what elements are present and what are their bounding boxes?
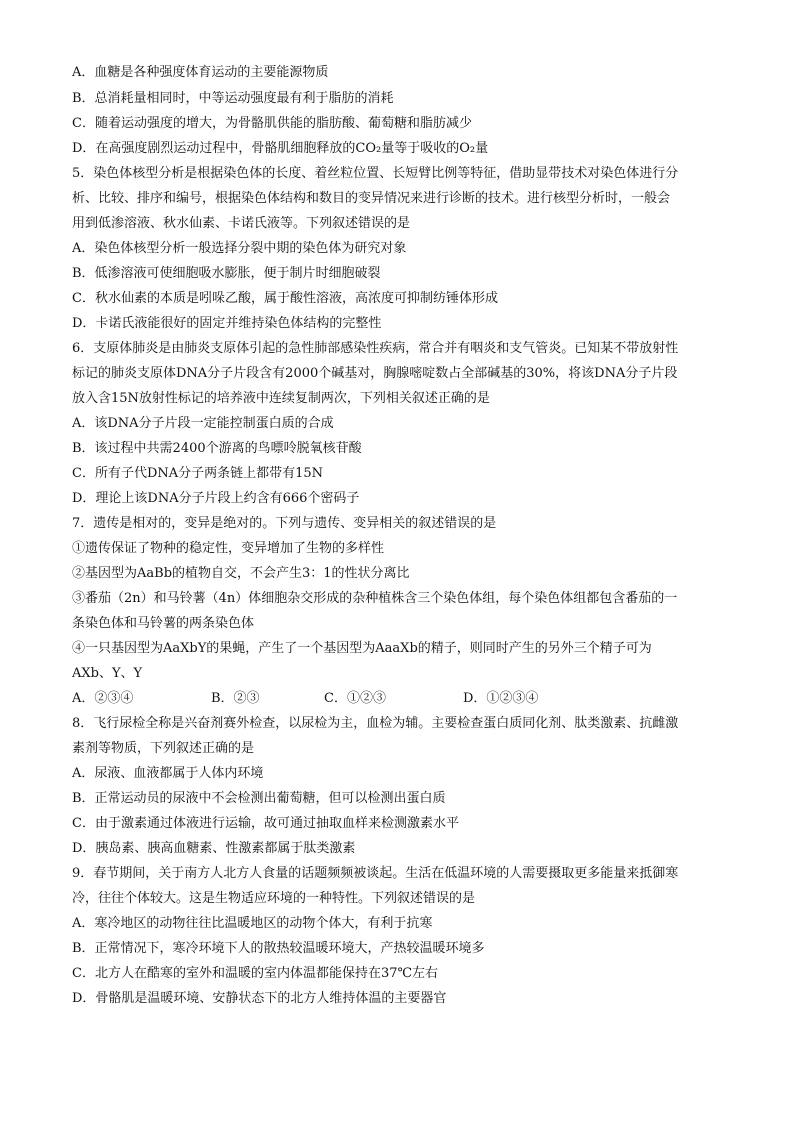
q5-stem-line-1: 5．染色体核型分析是根据染色体的长度、着丝粒位置、长短臂比例等特征，借助显带技术对染色体进行分 xyxy=(72,166,679,181)
q5-option-a: A．染色体核型分析一般选择分裂中期的染色体为研究对象 xyxy=(72,241,407,256)
q6-stem-line-2: 标记的肺炎支原体DNA分子片段含有2000个碱基对，胸腺嘧啶数占全部碱基的30%，将该DNA分子片段 xyxy=(72,366,678,381)
q5-option-b: B．低渗溶液可使细胞吸水膨胀，便于制片时细胞破裂 xyxy=(72,266,381,281)
q7-statement-3-line-1: ③番茄（2n）和马铃薯（4n）体细胞杂交形成的杂种植株含三个染色体组，每个染色体组都包含番茄的一 xyxy=(72,591,678,606)
q7-statement-4-line-2: AXb、Y、Y xyxy=(72,666,143,681)
q5-option-d: D．卡诺氏液能很好的固定并维持染色体结构的完整性 xyxy=(72,316,382,331)
q7-options-row xyxy=(72,686,727,711)
q9-option-a: A．寒冷地区的动物往往比温暖地区的动物个体大，有利于抗寒 xyxy=(72,916,433,931)
q6-stem-line-3: 放入含15N放射性标记的培养液中连续复制两次，下列相关叙述正确的是 xyxy=(72,391,490,406)
q9-option-d: D．骨骼肌是温暖环境、安静状态下的北方人维持体温的主要器官 xyxy=(72,991,447,1006)
q6-option-c: C．所有子代DNA分子两条链上都带有15N xyxy=(72,466,324,481)
q8-option-d: D．胰岛素、胰高血糖素、性激素都属于肽类激素 xyxy=(72,841,356,856)
q9-option-c: C．北方人在酷寒的室外和温暖的室内体温都能保持在37℃左右 xyxy=(72,966,439,981)
q4-option-b: B．总消耗量相同时，中等运动强度最有利于脂肪的消耗 xyxy=(72,91,394,106)
q9-stem-line-1: 9．春节期间，关于南方人北方人食量的话题频频被谈起。生活在低温环境的人需要摄取更多能量来抵御寒 xyxy=(72,866,679,881)
q6-option-b: B．该过程中共需2400个游离的鸟嘌呤脱氧核苷酸 xyxy=(72,441,362,456)
q7-option-b: B．②③ xyxy=(211,691,260,706)
q7-stem: 7．遗传是相对的，变异是绝对的。下列与遗传、变异相关的叙述错误的是 xyxy=(72,516,497,531)
q7-statement-1: ①遗传保证了物种的稳定性，变异增加了生物的多样性 xyxy=(72,541,385,556)
q7-option-d: D．①②③④ xyxy=(463,691,539,706)
q4-option-d: D．在高强度剧烈运动过程中，骨骼肌细胞释放的CO₂量等于吸收的O₂量 xyxy=(72,141,489,156)
q5-stem-line-3: 用到低渗溶液、秋水仙素、卡诺氏液等。下列叙述错误的是 xyxy=(72,216,411,231)
q8-stem-line-1: 8．飞行尿检全称是兴奋剂赛外检查，以尿检为主，血检为辅。主要检查蛋白质同化剂、肽类激素、抗雌激 xyxy=(72,716,679,731)
q6-option-d: D．理论上该DNA分子片段上约含有666个密码子 xyxy=(72,491,360,506)
q8-option-a: A．尿液、血液都属于人体内环境 xyxy=(72,766,264,781)
q5-option-c: C．秋水仙素的本质是吲哚乙酸，属于酸性溶液，高浓度可抑制纺锤体形成 xyxy=(72,291,498,306)
q9-option-b: B．正常情况下，寒冷环境下人的散热较温暖环境大，产热较温暖环境多 xyxy=(72,941,485,956)
q8-stem-line-2: 素剂等物质，下列叙述正确的是 xyxy=(72,741,255,756)
q4-option-c: C．随着运动强度的增大，为骨骼肌供能的脂肪酸、葡萄糖和脂肪减少 xyxy=(72,116,472,131)
q7-statement-4-line-1: ④一只基因型为AaXbY的果蝇，产生了一个基因型为AaaXb的精子，则同时产生的另外三个精子可为 xyxy=(72,641,652,656)
q9-stem-line-2: 冷，往往个体较大。这是生物适应环境的一种特性。下列叙述错误的是 xyxy=(72,891,476,906)
q5-stem-line-2: 析、比较、排序和编号，根据染色体结构和数目的变异情况来进行诊断的技术。进行核型分析时，一般会 xyxy=(72,191,671,206)
q6-stem-line-1: 6．支原体肺炎是由肺炎支原体引起的急性肺部感染性疾病，常合并有咽炎和支气管炎。已知某不带放射性 xyxy=(72,341,679,356)
q8-option-b: B．正常运动员的尿液中不会检测出葡萄糖，但可以检测出蛋白质 xyxy=(72,791,446,806)
q7-statement-3-line-2: 条染色体和马铃薯的两条染色体 xyxy=(72,616,255,631)
q8-option-c: C．由于激素通过体液进行运输，故可通过抽取血样来检测激素水平 xyxy=(72,816,459,831)
q4-option-a: A．血糖是各种强度体育运动的主要能源物质 xyxy=(72,65,329,80)
q7-statement-2: ②基因型为AaBb的植物自交，不会产生3：1的性状分离比 xyxy=(72,566,410,581)
q7-option-c: C．①②③ xyxy=(324,691,386,706)
q7-option-a: A．②③④ xyxy=(72,691,134,706)
q6-option-a: A．该DNA分子片段一定能控制蛋白质的合成 xyxy=(72,416,334,431)
